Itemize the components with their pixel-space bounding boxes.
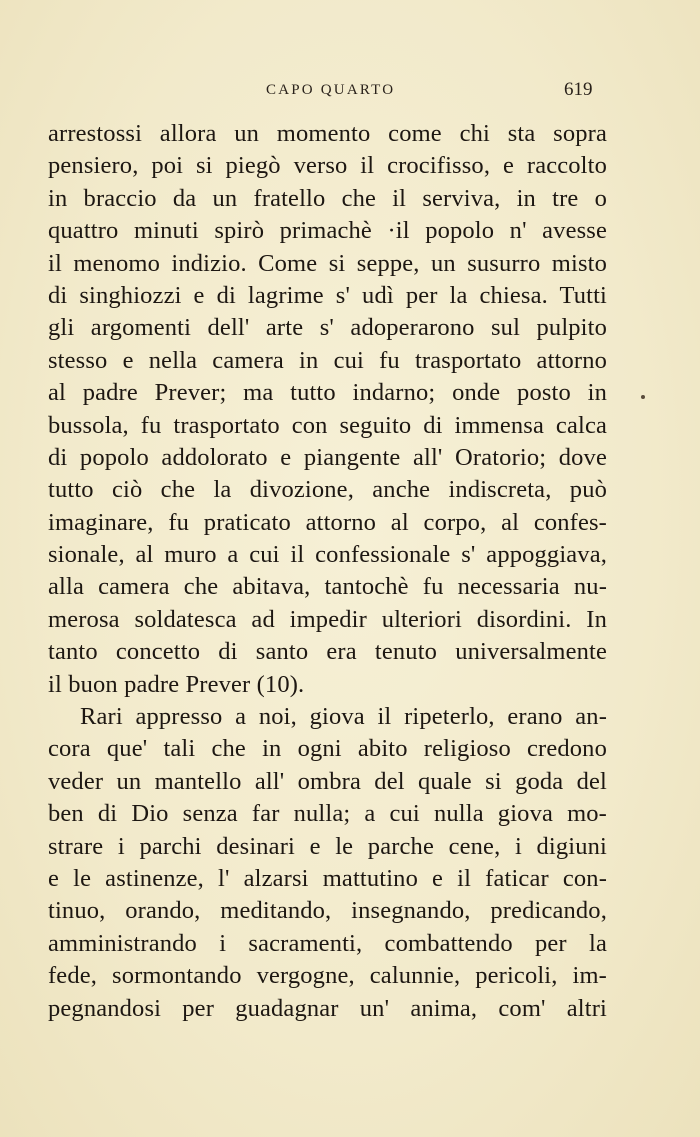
text-line: tutto ciò che la divozione, anche indiscreta, può [48,476,607,504]
text-line: alla camera che abitava, tantochè fu necessaria nu- [48,573,607,601]
text-line: al padre Prever; ma tutto indarno; onde posto in [48,379,607,407]
text-line: il menomo indizio. Come si seppe, un susurro misto [48,249,607,277]
text-line: ben di Dio senza far nulla; a cui nulla giova mo- [48,800,607,828]
text-line: sionale, al muro a cui il confessionale s' appoggiava, [48,541,607,569]
running-title: CAPO QUARTO [266,82,396,98]
text-line: stesso e nella camera in cui fu trasportato attorno [48,346,607,374]
text-line: bussola, fu trasportato con seguito di immensa calca [48,411,607,439]
text-line: amministrando i sacramenti, combattendo per la [48,929,607,957]
text-line: tanto concetto di santo era tenuto universalmente [48,638,607,666]
body-text [48,118,607,1025]
text-line: merosa soldatesca ad impedir ulteriori disordini. In [48,605,607,633]
text-line: fede, sormontando vergogne, calunnie, pericoli, im- [48,962,607,990]
text-line: tinuo, orando, meditando, insegnando, predicando, [48,897,607,925]
page-number: 619 [564,79,593,100]
paragraph-start-line: Rari appresso a noi, giova il ripeterlo, erano an- [80,703,607,731]
text-line: arrestossi allora un momento come chi sta sopra [48,120,607,147]
paragraph-end-line: il buon padre Prever (10). [48,670,305,698]
running-head [0,79,700,106]
text-line: di popolo addolorato e piangente all' Oratorio; dove [48,443,607,471]
text-line: pensiero, poi si piegò verso il crocifisso, e raccolto [48,152,607,180]
text-line: pegnandosi per guadagnar un' anima, com' altri [48,994,607,1022]
text-line: imaginare, fu praticato attorno al corpo, al confes- [48,508,607,536]
text-line: in braccio da un fratello che il serviva, in tre o [48,184,607,212]
text-line: gli argomenti dell' arte s' adoperarono sul pulpito [48,314,607,342]
text-line: cora que' tali che in ogni abito religioso credono [48,735,607,763]
text-line: quattro minuti spirò primachè ·il popolo n' avesse [48,217,607,245]
text-line: e le astinenze, l' alzarsi mattutino e il faticar con- [48,864,607,892]
text-line: strare i parchi desinari e le parche cene, i digiuni [48,832,607,860]
text-line: di singhiozzi e di lagrime s' udì per la chiesa. Tutti [48,281,607,309]
ink-speck [641,395,645,399]
text-line: veder un mantello all' ombra del quale si goda del [48,767,607,795]
